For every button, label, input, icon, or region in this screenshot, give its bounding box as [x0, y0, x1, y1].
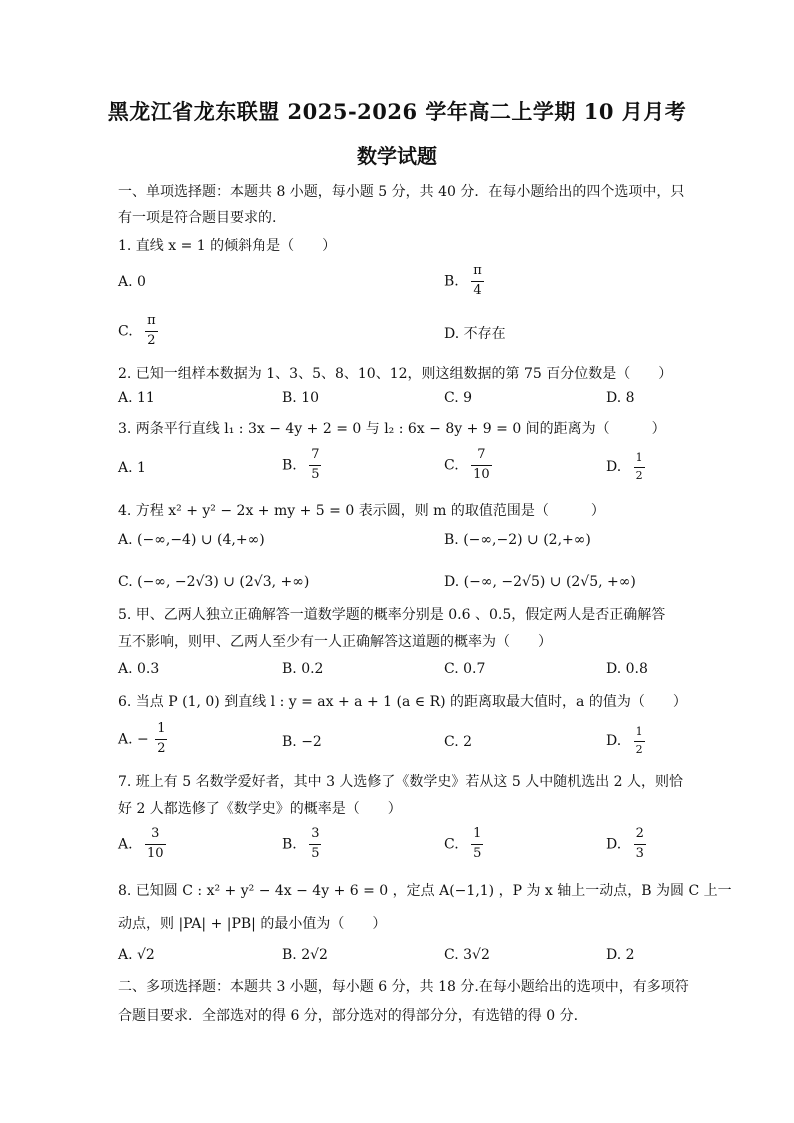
- q7-stem-line2: 好 2 人都选修了《数学史》的概率是（ ）: [118, 801, 402, 817]
- q6-option-a: [118, 722, 167, 757]
- q6-option-d-numerator: 1: [634, 726, 645, 742]
- q6-option-d-label: D.: [606, 733, 622, 750]
- q7-option-d: [606, 827, 646, 862]
- q3-option-d-denominator: 2: [635, 468, 643, 482]
- q6-option-d: [606, 726, 645, 756]
- q3-option-b-denominator: 5: [311, 466, 320, 482]
- q1-option-b-numerator: π: [471, 264, 484, 282]
- q8-option-b: B. 2√2: [282, 947, 328, 963]
- q1-option-c-numerator: π: [145, 314, 158, 332]
- q7-option-a-numerator: 3: [145, 827, 166, 845]
- q7-option-d-numerator: 2: [634, 827, 646, 845]
- exam-subtitle: 数学试题: [357, 144, 437, 168]
- q3-option-c-fraction: [471, 448, 492, 483]
- q7-option-c-fraction: [471, 827, 483, 862]
- q1-option-b-fraction: [471, 264, 484, 299]
- q7-option-a: [118, 827, 166, 862]
- q4-option-b: B. (−∞,−2) ∪ (2,+∞): [444, 532, 591, 548]
- q7-option-c: [444, 827, 483, 862]
- q6-option-a-numerator: 1: [155, 722, 167, 740]
- q7-option-d-fraction: [634, 827, 646, 862]
- q3-option-b-fraction: [309, 448, 321, 483]
- q3-option-a: A. 1: [118, 460, 146, 476]
- q5-option-d: D. 0.8: [606, 661, 648, 677]
- q3-option-c-numerator: 7: [471, 448, 492, 466]
- q1-option-c-fraction: [145, 314, 158, 349]
- q4-option-a: A. (−∞,−4) ∪ (4,+∞): [118, 532, 265, 548]
- q4-option-d: D. (−∞, −2√5) ∪ (2√5, +∞): [444, 574, 636, 590]
- q3-option-d-numerator: 1: [634, 452, 645, 468]
- q1-option-b-denominator: 4: [473, 282, 482, 298]
- q3-option-b: [282, 448, 321, 483]
- q1-option-c: [118, 314, 158, 349]
- q3-option-b-numerator: 7: [309, 448, 321, 466]
- q7-option-b-numerator: 3: [309, 827, 321, 845]
- q7-option-b-label: B.: [282, 836, 297, 853]
- q8-option-a: A. √2: [118, 947, 155, 963]
- q8-option-d: D. 2: [606, 947, 635, 963]
- q3-option-c-label: C.: [444, 457, 459, 474]
- q3-stem: 3. 两条平行直线 l₁ : 3x − 4y + 2 = 0 与 l₂ : 6x − 8y + 9 = 0 间的距离为（ ）: [118, 421, 666, 437]
- q4-option-c: C. (−∞, −2√3) ∪ (2√3, +∞): [118, 574, 310, 590]
- q7-option-d-label: D.: [606, 836, 622, 853]
- q5-stem-line1: 5. 甲、乙两人独立正确解答一道数学题的概率分别是 0.6 、0.5，假定两人是否正确解答: [118, 607, 666, 623]
- section2-instruction-line2: 合题目要求．全部选对的得 6 分，部分选对的得部分分，有选错的得 0 分.: [118, 1008, 579, 1024]
- q6-option-a-denominator: 2: [157, 740, 166, 756]
- q8-stem-line2: 动点，则 |PA| + |PB| 的最小值为（ ）: [118, 916, 387, 932]
- q6-option-c: C. 2: [444, 734, 473, 750]
- q7-option-a-label: A.: [118, 836, 133, 853]
- q2-option-a: A. 11: [118, 390, 155, 406]
- q8-option-c: C. 3√2: [444, 947, 490, 963]
- section1-instruction-line1: 一、单项选择题：本题共 8 小题，每小题 5 分，共 40 分．在每小题给出的四个选项中，只: [118, 184, 685, 200]
- q2-option-b: B. 10: [282, 390, 320, 406]
- q8-stem-line1: 8. 已知圆 C : x² + y² − 4x − 4y + 6 = 0 ，定点 A(−1,1) ，P 为 x 轴上一动点，B 为圆 C 上一: [118, 883, 732, 899]
- q7-option-c-denominator: 5: [473, 845, 482, 861]
- q5-option-a: A. 0.3: [118, 661, 160, 677]
- q3-option-d-label: D.: [606, 459, 622, 476]
- q7-option-c-numerator: 1: [471, 827, 483, 845]
- q5-option-b: B. 0.2: [282, 661, 324, 677]
- q6-option-a-label: A. −: [118, 731, 149, 748]
- q1-option-c-label: C.: [118, 323, 133, 340]
- exam-title: 黑龙江省龙东联盟 2025-2026 学年高二上学期 10 月月考: [107, 99, 687, 124]
- q6-option-a-fraction: [155, 722, 167, 757]
- q3-option-d: [606, 452, 645, 482]
- q7-option-b-fraction: [309, 827, 321, 862]
- q5-stem-line2: 互不影响，则甲、乙两人至少有一人正确解答这道题的概率为（ ）: [118, 634, 552, 650]
- q3-option-b-label: B.: [282, 457, 297, 474]
- q6-option-d-denominator: 2: [635, 742, 643, 756]
- q1-option-a: A. 0: [118, 274, 146, 290]
- q3-option-d-fraction: [634, 452, 645, 482]
- q7-option-d-denominator: 3: [635, 845, 644, 861]
- q6-option-b: B. −2: [282, 734, 322, 750]
- section2-instruction-line1: 二、多项选择题：本题共 3 小题，每小题 6 分，共 18 分.在每小题给出的选项中，有多项符: [118, 979, 689, 995]
- q1-option-d: D. 不存在: [444, 326, 506, 342]
- q2-option-c: C. 9: [444, 390, 473, 406]
- q7-option-a-denominator: 10: [147, 845, 164, 861]
- q4-stem: 4. 方程 x² + y² − 2x + my + 5 = 0 表示圆，则 m 的取值范围是（ ）: [118, 503, 605, 519]
- q5-option-c: C. 0.7: [444, 661, 486, 677]
- q1-option-b: [444, 264, 484, 299]
- q1-stem: 1. 直线 x = 1 的倾斜角是（ ）: [118, 238, 337, 254]
- q2-stem: 2. 已知一组样本数据为 1、3、5、8、10、12，则这组数据的第 75 百分位数是（ ）: [118, 366, 673, 382]
- q7-stem-line1: 7. 班上有 5 名数学爱好者，其中 3 人选修了《数学史》若从这 5 人中随机选出 2 人，则恰: [118, 774, 684, 790]
- q2-option-d: D. 8: [606, 390, 635, 406]
- q7-option-c-label: C.: [444, 836, 459, 853]
- q3-option-c-denominator: 10: [473, 466, 490, 482]
- q1-option-b-label: B.: [444, 273, 459, 290]
- q6-option-d-fraction: [634, 726, 645, 756]
- q7-option-b-denominator: 5: [311, 845, 320, 861]
- q7-option-a-fraction: [145, 827, 166, 862]
- q1-option-c-denominator: 2: [147, 332, 156, 348]
- section1-instruction-line2: 有一项是符合题目要求的.: [118, 210, 277, 226]
- q6-stem: 6. 当点 P (1, 0) 到直线 l : y = ax + a + 1 (a ∈ R) 的距离取最大值时，a 的值为（ ）: [118, 694, 687, 710]
- q3-option-c: [444, 448, 492, 483]
- q7-option-b: [282, 827, 321, 862]
